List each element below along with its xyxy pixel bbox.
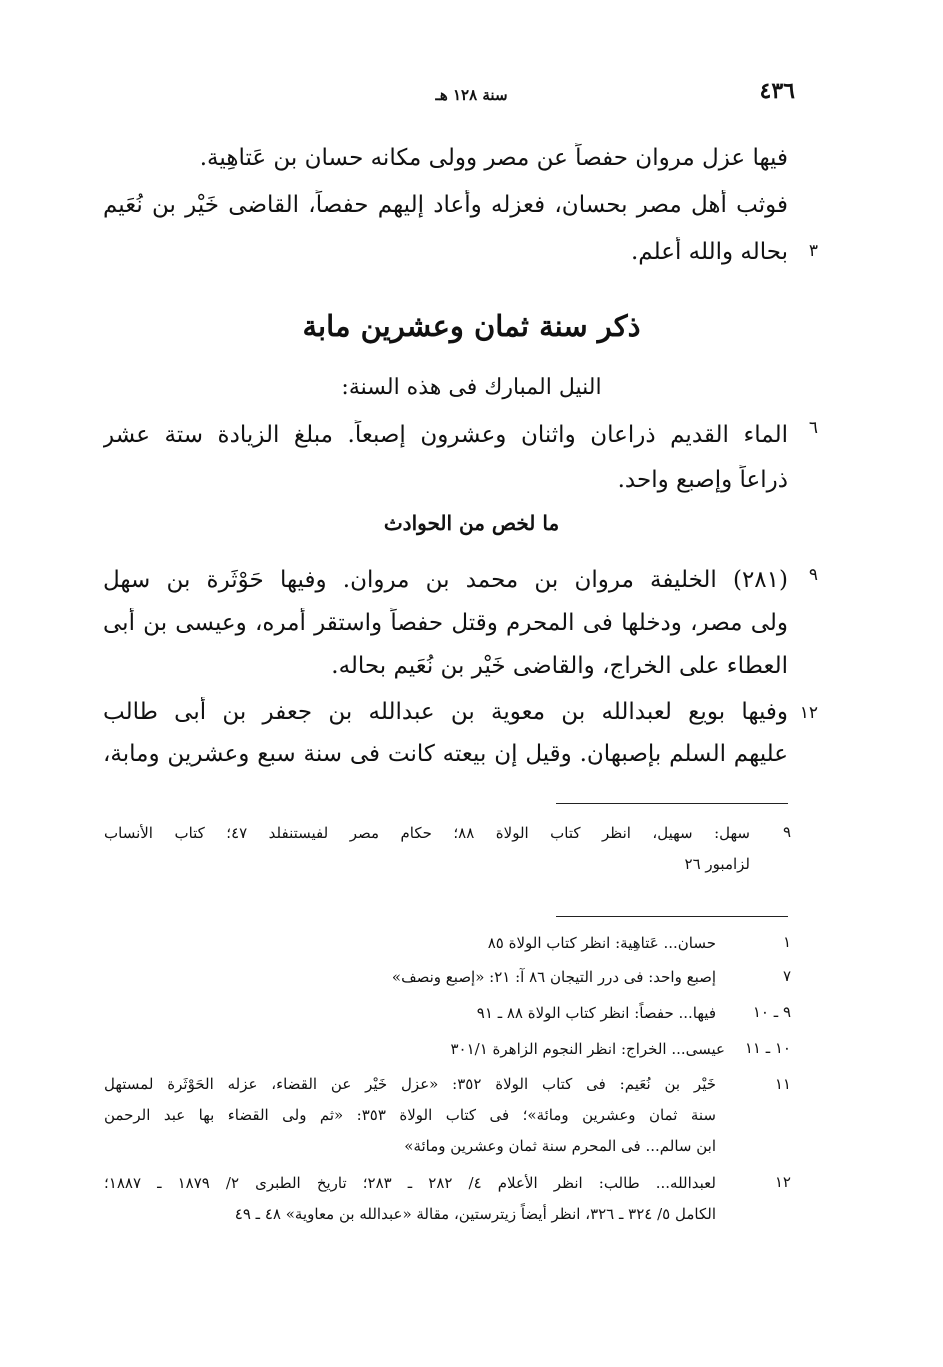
footnote-line: عيسى... الخراج: انظر النجوم الزاهرة ٣٠١/١ bbox=[450, 1040, 725, 1058]
footnote-line: سنة ثمان وعشرين ومائة»؛ فى كتاب الولاة ٣٥٣: «ثم ولى القضاء بها عبد الرحمن bbox=[104, 1106, 716, 1124]
line-number: ١٢ bbox=[799, 703, 818, 723]
event-line: (٢٨١) الخليفة مروان بن محمد بن مروان. وفيها حَوْثَرة بن سهل bbox=[103, 567, 788, 593]
footnote-line: سهل: سهيل، انظر كتاب الولاة ٨٨؛ حكام مصر لفيستنفلد ٤٧؛ كتاب الأنساب bbox=[104, 824, 750, 842]
events-heading: ما لخص من الحوادث bbox=[383, 511, 560, 535]
footnote-line: حسان... عَتاهِية: انظر كتاب الولاة ٨٥ bbox=[487, 934, 716, 952]
footnote-number: ١٢ bbox=[774, 1173, 791, 1191]
footnote-number: ٩ bbox=[782, 823, 791, 841]
line-number: ٩ bbox=[808, 565, 818, 585]
event-line: ولى مصر، ودخلها فى المحرم وقتل حفصاً واستقر أمره، وعيسى بن أبى bbox=[103, 610, 788, 636]
event-line: العطاء على الخراج، والقاضى خَيْر بن نُعَيم بحاله. bbox=[331, 653, 788, 679]
footnote-line: ابن سالم... فى المحرم سنة ثمان وعشرين ومائة» bbox=[404, 1137, 716, 1155]
footnote-number: ١ bbox=[782, 933, 791, 951]
footnote-divider bbox=[556, 803, 788, 804]
line-number: ٦ bbox=[808, 418, 818, 438]
event-line: عليهم السلم بإصبهان. وقيل إن بيعته كانت فى سنة سبع وعشرين ومابة، bbox=[103, 741, 788, 767]
footnote-line: إصبع واحد: فى درر التيجان ٨٦ آ: ٢١: «إصبع ونصف» bbox=[391, 968, 716, 986]
page-number: ٤٣٦ bbox=[759, 78, 795, 104]
footnote-line: لزامبور ٢٦ bbox=[684, 855, 750, 873]
footnote-line: فيها... حفصاً: انظر كتاب الولاة ٨٨ ـ ٩١ bbox=[476, 1004, 716, 1022]
nile-line: الماء القديم ذراعان واثنان وعشرون إصبعاً. مبلغ الزيادة ستة عشر bbox=[103, 422, 788, 448]
footnote-number: ٧ bbox=[782, 967, 791, 985]
footnote-divider bbox=[556, 916, 788, 917]
footnote-line: الكامل ٥/ ٣٢٤ ـ ٣٢٦، انظر أيضاً زيترستين، مقالة «عبدالله بن معاوية» ٤٨ ـ ٤٩ bbox=[234, 1205, 716, 1223]
footnote-number: ٩ ـ ١٠ bbox=[752, 1003, 791, 1021]
running-title: سنة ١٢٨ هـ bbox=[435, 86, 508, 104]
intro-line: بحاله والله أعلم. bbox=[630, 239, 788, 265]
event-line: وفيها بويع لعبدالله بن معوية بن عبدالله بن جعفر بن أبى طالب bbox=[103, 699, 788, 725]
footnote-line: خَيْر بن نُعَيم: فى كتاب الولاة ٣٥٢: «عزل خَيْر عن القضاء، عزله الحَوْثَرة لمستهل bbox=[104, 1075, 716, 1093]
nile-heading: النيل المبارك فى هذه السنة: bbox=[341, 375, 602, 400]
section-heading: ذكر سنة ثمان وعشرين مابة bbox=[302, 309, 641, 343]
nile-line: ذراعاً وإصبع واحد. bbox=[617, 467, 788, 493]
intro-line: فيها عزل مروان حفصاً عن مصر وولى مكانه حسان بن عَتاهِية. bbox=[199, 145, 788, 171]
line-number: ٣ bbox=[808, 241, 818, 261]
intro-line: فوثب أهل مصر بحسان، فعزله وأعاد إليهم حفصاً، القاضى خَيْر بن نُعَيم bbox=[103, 192, 788, 218]
footnote-number: ١١ bbox=[774, 1075, 791, 1093]
footnote-number: ١٠ ـ ١١ bbox=[744, 1039, 791, 1057]
footnote-line: لعبدالله... طالب: انظر الأعلام ٤/ ٢٨٢ ـ ٢٨٣؛ تاريخ الطبرى ٢/ ١٨٧٩ ـ ١٨٨٧؛ bbox=[104, 1174, 716, 1192]
